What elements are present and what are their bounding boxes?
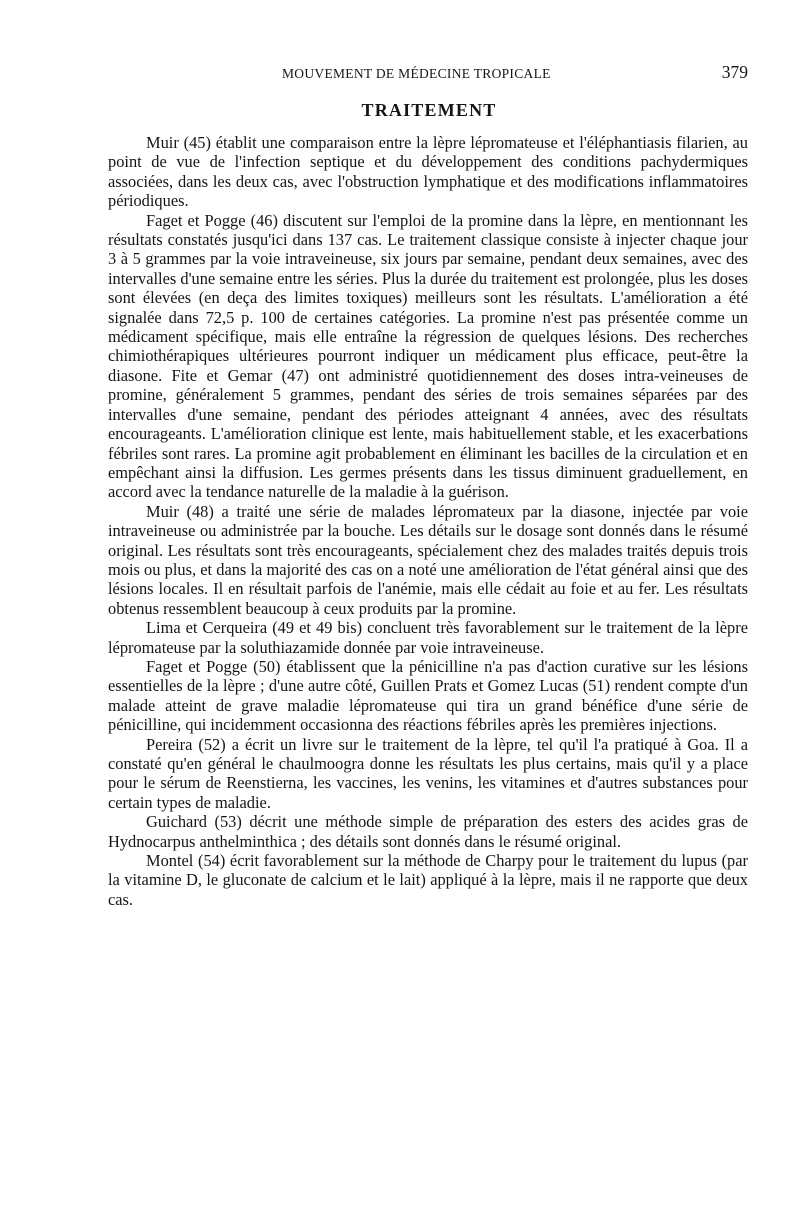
section-title: TRAITEMENT xyxy=(361,100,497,120)
paragraph: Lima et Cerqueira (49 et 49 bis) concluent très favorablement sur le traitement de la lèpre lépromateuse par la soluthiazamide donnée par voie intraveineuse. xyxy=(108,618,748,657)
page-number: 379 xyxy=(721,62,748,82)
paragraph: Muir (48) a traité une série de malades lépromateux par la diasone, injectée par voie intraveineuse ou administrée par la bouche. Les détails sur le dosage sont donnés dans le résumé original. Les résultats sont très encourageants, spécialement chez des malades traités depuis trois mois ou plus, et dans la majorité des cas on a noté une amélioration de l'état général ainsi que des lésions locales. Il en résultait parfois de l'anémie, mais elle cédait au foie et au fer. Les résultats obtenus ressemblent beaucoup à ceux produits par la promine. xyxy=(108,501,748,618)
paragraph: Faget et Pogge (50) établissent que la pénicilline n'a pas d'action curative sur les lésions essentielles de la lèpre ; d'une autre côté, Guillen Prats et Gomez Lucas (51) rendent compte d'un malade atteint de grave maladie lépromateuse qui tira un grand bénéfice d'une série de pénicilline, qui incidemment occasionna des réactions fébriles après les premières injections. xyxy=(108,656,748,735)
paragraph: Muir (45) établit une comparaison entre la lèpre lépromateuse et l'éléphantiasis filarien, au point de vue de l'infection septique et du développement des conditions pachydermiques associées, dans les deux cas, avec l'obstruction lymphatique et des modifications inflammatoires périodiques. xyxy=(108,133,748,211)
paragraph: Montel (54) écrit favorablement sur la méthode de Charpy pour le traitement du lupus (par la vitamine D, le gluconate de calcium et le lait) appliqué à la lèpre, mais il ne rapporte que deux cas. xyxy=(108,851,748,909)
paragraph: Guichard (53) décrit une méthode simple de préparation des esters des acides gras de Hydnocarpus anthelminthica ; des détails sont donnés dans le résumé original. xyxy=(108,812,748,851)
journal-title: MOUVEMENT DE MÉDECINE TROPICALE xyxy=(282,66,551,81)
running-head xyxy=(108,62,748,86)
paragraph: Pereira (52) a écrit un livre sur le traitement de la lèpre, tel qu'il l'a pratiqué à Goa. Il a constaté qu'en général le chaulmoogra donne les résultats les plus certains, mais qu'il y a place pour le sérum de Reenstierna, les vaccines, les venins, les vitamines et d'autres substances pour certain types de maladie. xyxy=(108,734,748,812)
paragraph: Faget et Pogge (46) discutent sur l'emploi de la promine dans la lèpre, en mentionnant les résultats constatés jusqu'ici dans 137 cas. Le traitement classique consiste à injecter chaque jour 3 à 5 grammes par la voie intraveineuse, six jours par semaine, pendant deux semaines, avec des intervalles d'une semaine entre les séries. Plus la durée du traitement est prolongée, plus les doses sont élevées (en deça des limites toxiques) meilleurs sont les résultats. L'amélioration a été signalée dans 72,5 p. 100 de certaines catégories. La promine n'est pas présentée comme un médicament spécifique, mais elle entraîne la régression de quelques lésions. Des recherches chimiothérapiques ultérieures pourront indiquer un médicament plus efficace, peut-être la diasone. Fite et Gemar (47) ont administré quotidiennement des doses intra-veineuses de promine, généralement 5 grammes, pendant des séries de trois semaines séparées par des intervalles d'une semaine, pendant des périodes atteignant 4 années, avec des résultats encourageants. L'amélioration clinique est lente, mais habituellement stable, et les exacerbations fébriles sont rares. La promine agit probablement en éliminant les bacilles de la circulation et en empêchant ainsi la diffusion. Les germes présents dans les tissus diminuent graduellement, en accord avec la tendance naturelle de la maladie à la guérison. xyxy=(108,210,748,502)
body-text xyxy=(108,133,748,909)
